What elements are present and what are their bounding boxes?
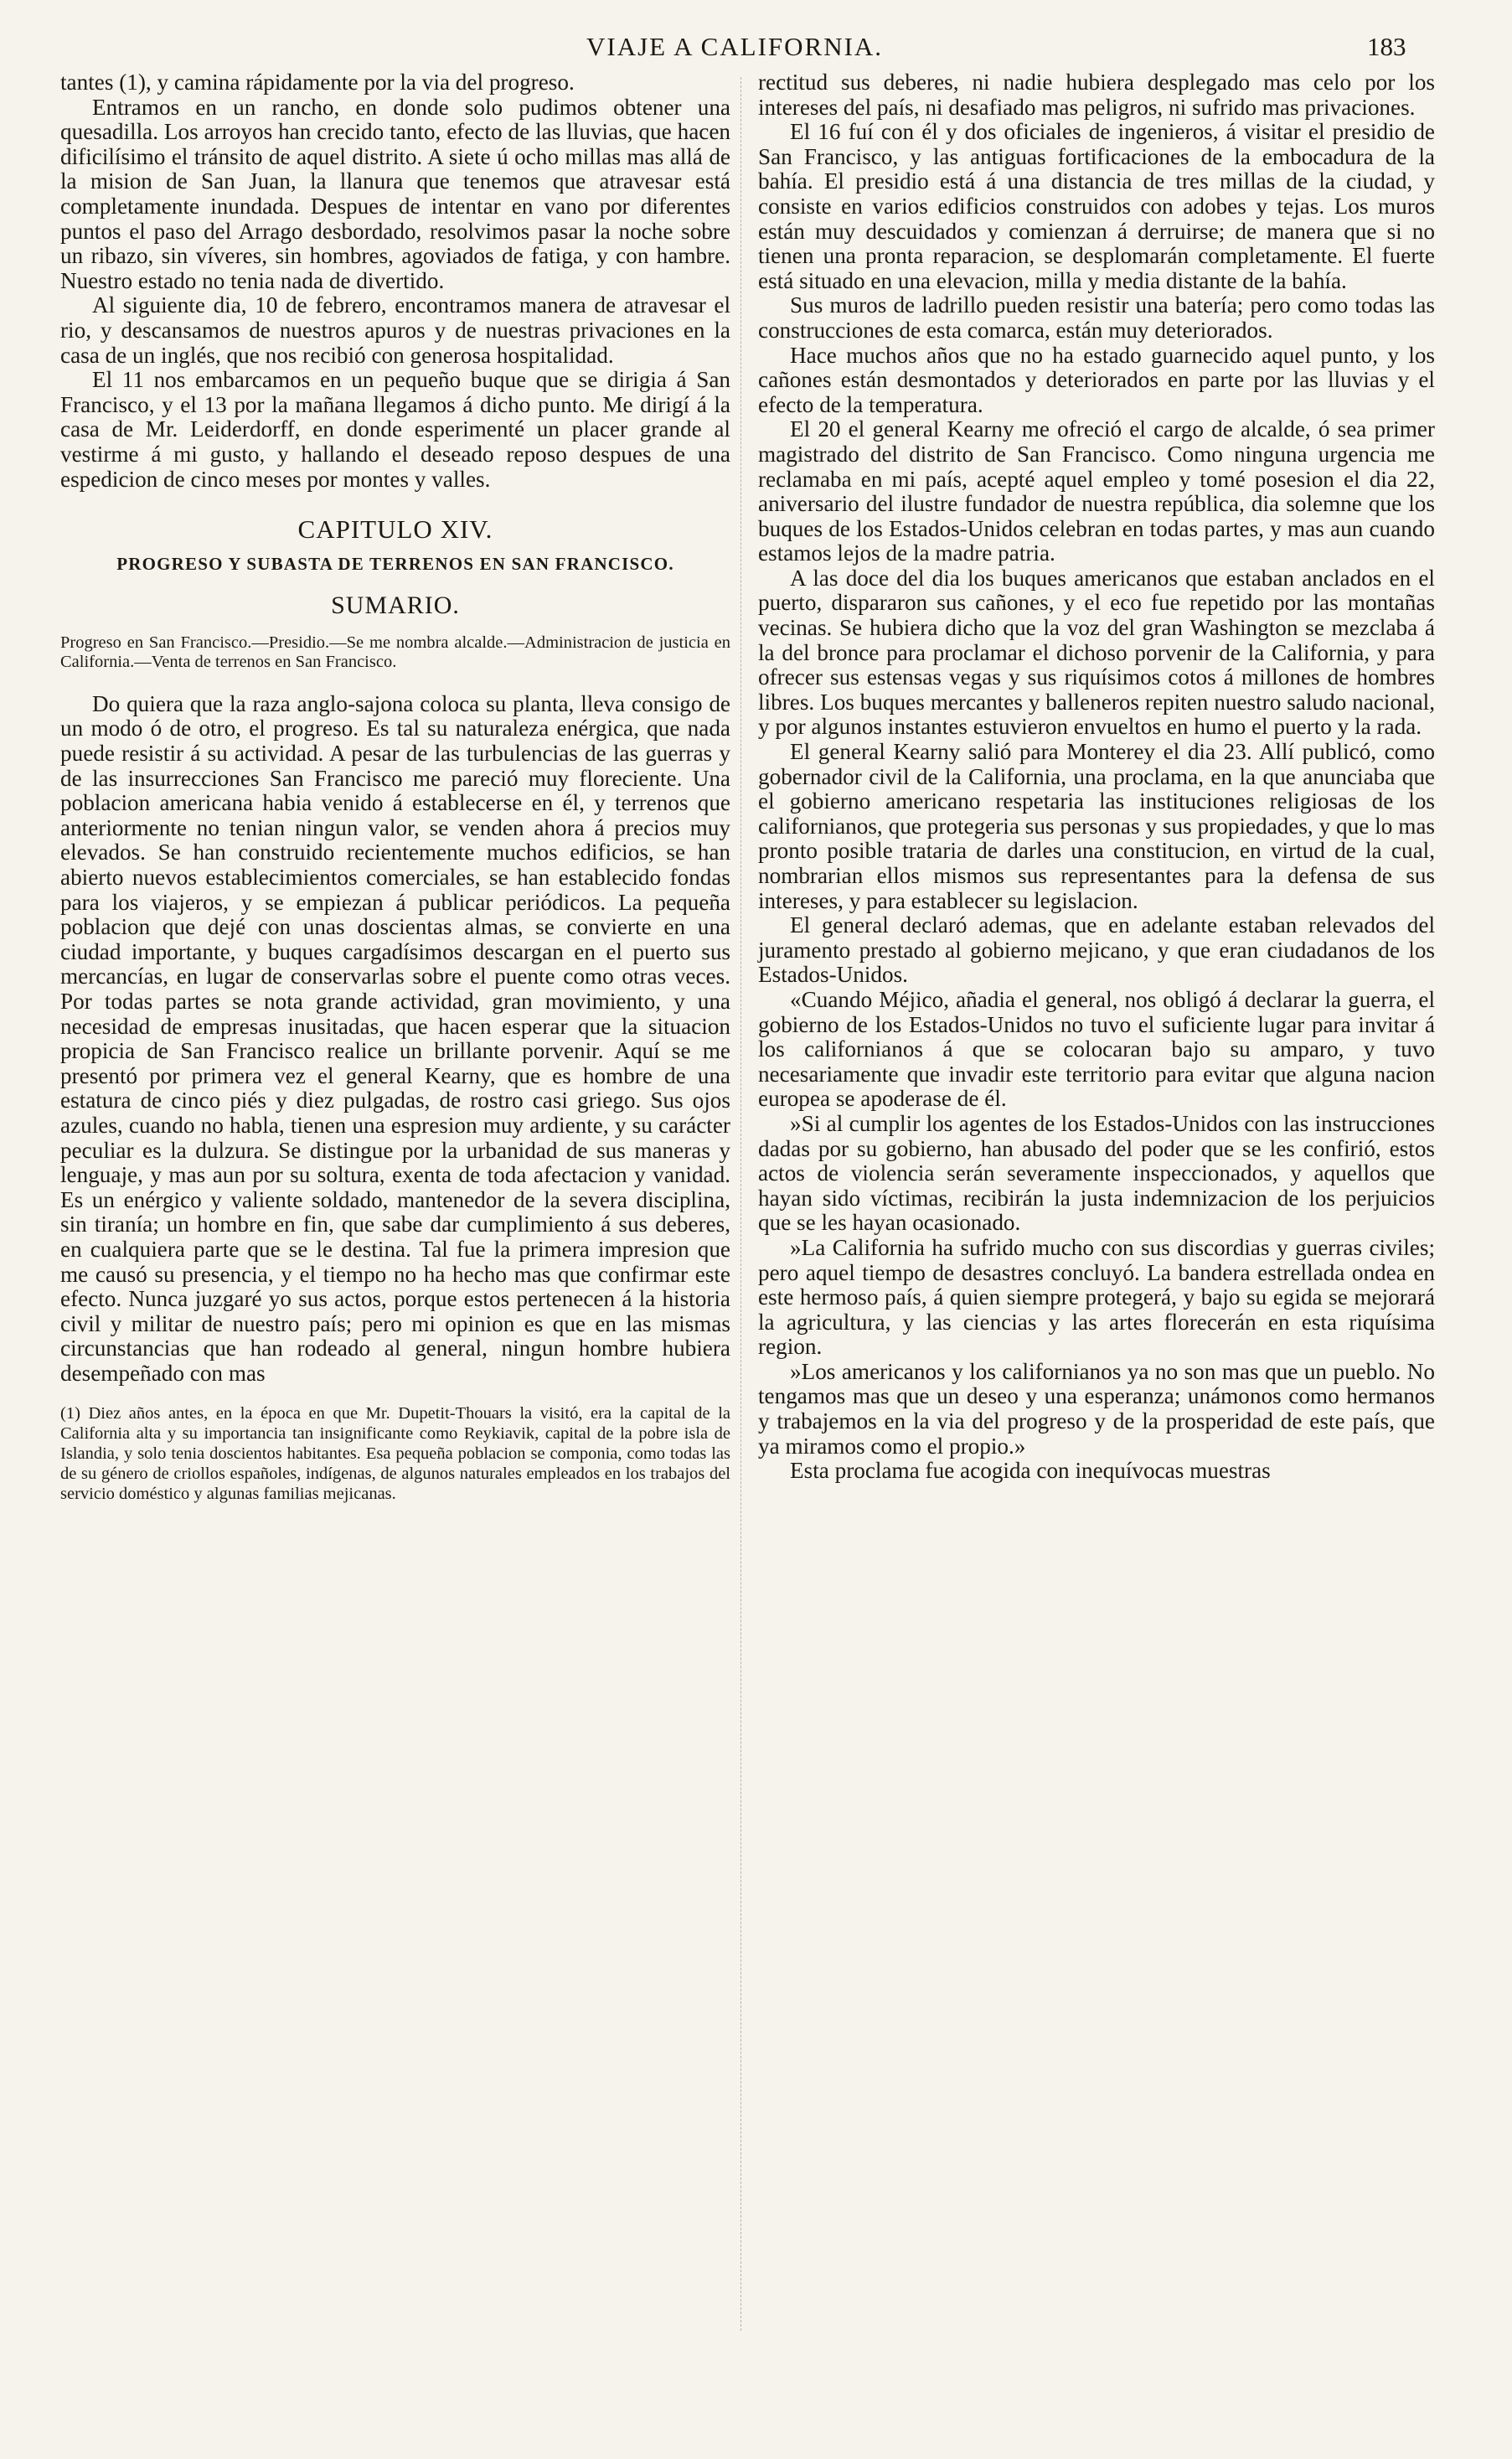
paragraph: Hace muchos años que no ha estado guarnecido aquel punto, y los cañones están desmontados y deteriorados en parte por las lluvias y el efecto de la temperatura. (758, 342, 1435, 417)
paragraph: Al siguiente dia, 10 de febrero, encontramos manera de atravesar el rio, y descansamos de nuestros apuros y de nuestras privaciones en la casa de un inglés, que nos recibió con generosa hospitalidad. (60, 292, 730, 368)
summary-heading: SUMARIO. (331, 592, 460, 620)
paragraph: El 11 nos embarcamos en un pequeño buque que se dirigia á San Francisco, y el 13 por la mañana llegamos á dicho punto. Me dirigí á la casa de Mr. Leiderdorff, en donde esperimenté un placer grande al vestirme á mi gusto, y hallando el deseado reposo despues de una espedicion de cinco meses por montes y valles. (60, 367, 730, 492)
paragraph: »Los americanos y los californianos ya no son mas que un pueblo. No tengamos mas que un deseo y una esperanza; unámonos como hermanos y trabajemos en la via del progreso y de la prosperidad de este país, que ya miramos como el propio.» (758, 1358, 1435, 1459)
chapter-subtitle: PROGRESO Y SUBASTA DE TERRENOS EN SAN FRANCISCO. (116, 553, 674, 574)
paragraph: El 16 fuí con él y dos oficiales de ingenieros, á visitar el presidio de San Francisco, y las antiguas fortificaciones de la embocadura de la bahía. El presidio está á una distancia de tres millas de la ciudad, y consiste en varios edificios construidos con adobes y tejas. Los muros están muy descuidados y comienzan á derruirse; de manera que si no tienen una pronta reparacion, se desplomarán completamente. El fuerte está situado en una elevacion, milla y media distante de la bahía. (758, 119, 1435, 293)
column-divider (741, 77, 742, 2331)
paragraph: El general declaró ademas, que en adelante estaban relevados del juramento prestado al gobierno mejicano, y que eran ciudadanos de los Estados-Unidos. (758, 912, 1435, 988)
paragraph: Do quiera que la raza anglo-sajona coloca su planta, lleva consigo de un modo ó de otro, el progreso. Es tal su naturaleza enérgica, que nada puede resistir á su actividad. A pesar de las turbulencias de las guerras y de las insurrecciones San Francisco me pareció muy floreciente. Una poblacion americana habia venido á establecerse en él, y terrenos que anteriormente no tenian ningun valor, se venden ahora á precios muy elevados. Se han construido recientemente muchos edificios, se han abierto nuevos establecimientos comerciales, se han establecido fondas para los viajeros, y se empiezan á publicar periódicos. La pequeña poblacion que dejé con unas doscientas almas, se convierte en una ciudad importante, y buques cargadísimos descargan en el puerto sus mercancías, en lugar de conservarlas sobre el puente como otras veces. Por todas partes se nota grande actividad, gran movimiento, y una necesidad de empresas inusitadas, que hacen esperar que la situacion propicia de San Francisco realice un brillante porvenir. Aquí se me presentó por primera vez el general Kearny, que es hombre de una estatura de cinco piés y diez pulgadas, de rostro casi griego. Sus ojos azules, cuando no habla, tienen una espresion muy ardiente, y su carácter peculiar es la dulzura. Se distingue por la urbanidad de sus maneras y lenguaje, y mas aun por su soltura, exenta de toda afectacion y vanidad. Es un enérgico y valiente soldado, mantenedor de la severa disciplina, sin tiranía; un hombre en fin, que sabe dar cumplimiento á sus deberes, en cualquiera parte que se le destina. Tal fue la primera impresion que me causó su presencia, y el tiempo no ha hecho mas que confirmar este efecto. Nunca juzgaré yo sus actos, porque estos pertenecen á la historia civil y militar de nuestro país; pero mi opinion es que en las mismas circunstancias que han rodeado al general, ningun hombre hubiera desempeñado con mas (60, 690, 730, 1386)
paragraph: Entramos en un rancho, en donde solo pudimos obtener una quesadilla. Los arroyos han crecido tanto, efecto de las lluvias, que hacen dificilísimo el tránsito de aquel distrito. A siete ú ocho millas mas allá de la mision de San Juan, la llanura que tenemos que atravesar está completamente inundada. Despues de intentar en vano por diferentes puntos el paso del Arrago desbordado, resolvimos pasar la noche sobre un ribazo, sin víveres, sin hombres, agoviados de fatiga, y con hambre. Nuestro estado no tenia nada de divertido. (60, 94, 730, 293)
right-column (758, 70, 1435, 1484)
paragraph: A las doce del dia los buques americanos que estaban anclados en el puerto, dispararon sus cañones, y el eco fue repetido por las montañas vecinas. Se hubiera dicho que la voz del gran Washington se mezclaba á la del bronce para proclamar el dichoso porvenir de la California, y para ofrecer sus estensas vegas y sus riquísimos cotos á millones de hombres libres. Los buques mercantes y balleneros repiten nuestro saludo nacional, y por algunos instantes estuvieron envueltos en humo el puerto y la rada. (758, 565, 1435, 740)
running-title: VIAJE A CALIFORNIA. (586, 32, 884, 61)
paragraph: El 20 el general Kearny me ofreció el cargo de alcalde, ó sea primer magistrado del distrito de San Francisco. Como ninguna urgencia me reclamaba en mi país, acepté aquel empleo y tomé posesion el dia 22, aniversario del ilustre fundador de nuestra república, dia solemne que los buques de los Estados-Unidos celebran en todas partes, y mas aun cuando estamos lejos de la madre patria. (758, 416, 1435, 566)
page-number: 183 (1367, 32, 1406, 61)
paragraph: rectitud sus deberes, ni nadie hubiera desplegado mas celo por los intereses del país, ni desafiado mas peligros, ni sufrido mas privaciones. (758, 70, 1435, 120)
summary-text: Progreso en San Francisco.—Presidio.—Se me nombra alcalde.—Administracion de justicia en California.—Venta de terrenos en San Francisco. (60, 633, 730, 671)
paragraph: »La California ha sufrido mucho con sus discordias y guerras civiles; pero aquel tiempo de desastres concluyó. La bandera estrellada ondea en este hermoso país, á quien siempre protegerá, y bajo su egida se mejorará la agricultura, y las ciencias y las artes florecerán en esta riquísima region. (758, 1234, 1435, 1360)
paragraph: Esta proclama fue acogida con inequívocas muestras (790, 1458, 1271, 1484)
paragraph: El general Kearny salió para Monterey el dia 23. Allí publicó, como gobernador civil de la California, una proclama, en la que anunciaba que el gobierno americano respetaria las instituciones religiosas de los californianos, que protegeria sus personas y sus propiedades, y que lo mas pronto posible trataria de darles una constitucion, en virtud de la cual, nombrarian ellos mismos sus representantes para la defensa de sus intereses, y para establecer su legislacion. (758, 739, 1435, 913)
paragraph: »Si al cumplir los agentes de los Estados-Unidos con las instrucciones dadas por su gobierno, han abusado del poder que se les confirió, estos actos de violencia serán severamente inspeccionados, y aquellos que hayan sido víctimas, recibirán la justa indemnizacion de los perjuicios que se les hayan ocasionado. (758, 1110, 1435, 1236)
left-column (60, 70, 730, 1504)
paragraph: Sus muros de ladrillo pueden resistir una batería; pero como todas las construcciones de esta comarca, están muy deteriorados. (758, 292, 1435, 343)
footnote: (1) Diez años antes, en la época en que Mr. Dupetit-Thouars la visitó, era la capital de la California alta y su importancia tan insignificante como Reykiavik, capital de la pobre isla de Islandia, y solo tenia doscientos habitantes. Esa pequeña poblacion se componia, como todas las de su género de criollos españoles, indígenas, de algunos naturales empleados en los trabajos del servicio doméstico y algunas familias mejicanas. (60, 1403, 730, 1503)
paragraph: «Cuando Méjico, añadia el general, nos obligó á declarar la guerra, el gobierno de los Estados-Unidos no tuvo el suficiente lugar para invitar á los californianos á que se colocaran bajo su amparo, y tuvo necesariamente que invadir este territorio para evitar que alguna nacion europea se apoderase de él. (758, 986, 1435, 1112)
chapter-heading: CAPITULO XIV. (297, 514, 493, 545)
running-header (0, 32, 1512, 67)
paragraph: tantes (1), y camina rápidamente por la via del progreso. (60, 70, 575, 95)
